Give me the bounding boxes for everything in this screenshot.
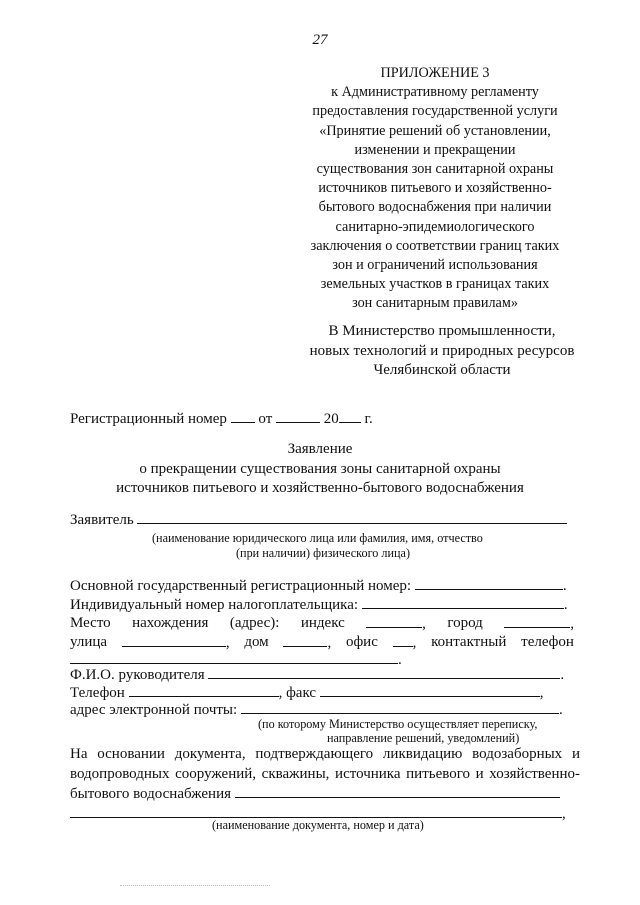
location-word: нахождения xyxy=(132,615,209,631)
phone-word: телефон xyxy=(521,634,574,650)
page-number: 27 xyxy=(312,32,328,48)
location-word: (адрес): xyxy=(229,615,280,631)
applicant-line xyxy=(70,511,574,529)
appendix-line: заключения о соответствии границ таких xyxy=(310,237,560,254)
registration-from: от xyxy=(258,411,273,427)
street-field[interactable] xyxy=(122,634,226,647)
inn-field[interactable] xyxy=(362,596,564,609)
email-label: адрес электронной почты: xyxy=(70,702,238,718)
office-field[interactable] xyxy=(393,634,413,647)
title-line: Заявление xyxy=(287,441,353,457)
phone-field[interactable] xyxy=(129,684,279,697)
city-field[interactable] xyxy=(504,615,570,628)
appendix-line: к Административному регламенту xyxy=(331,84,539,101)
registration-year-suffix: г. xyxy=(364,411,373,427)
registration-year-prefix: 20 xyxy=(323,411,339,427)
appendix-line: изменении и прекращении xyxy=(354,141,516,158)
fax-field[interactable] xyxy=(320,684,540,697)
house-field[interactable] xyxy=(283,634,327,647)
registration-year-field[interactable] xyxy=(339,410,361,423)
document-title xyxy=(0,440,640,499)
addressee-line: В Министерство промышленности, xyxy=(328,323,556,339)
addressee xyxy=(292,322,592,381)
postal-code-label: индекс xyxy=(300,615,345,631)
title-line: о прекращении существования зоны санитарной охраны xyxy=(139,460,501,477)
email-field[interactable] xyxy=(241,701,559,714)
basis-line: , xyxy=(70,804,580,824)
ogrn-line: Основной государственный регистрационный номер: . xyxy=(70,578,567,594)
appendix-line: санитарно-эпидемиологического xyxy=(335,218,535,235)
office-label: офис xyxy=(345,634,378,650)
location-line: Место нахождения (адрес): индекс , город , xyxy=(70,615,574,632)
applicant-hint: (при наличии) физического лица) xyxy=(236,546,410,560)
basis-text: бытового водоснабжения xyxy=(70,786,232,802)
ogrn-label: Основной государственный регистрационный номер: xyxy=(70,578,412,594)
applicant-label: Заявитель xyxy=(70,512,134,528)
title-line: источников питьевого и хозяйственно-бытового водоснабжения xyxy=(116,480,524,496)
street-label: улица xyxy=(70,634,108,650)
registration-line xyxy=(70,410,373,428)
registration-label: Регистрационный номер xyxy=(70,411,227,427)
email-hint: (по которому Министерство осуществляет переписку, xyxy=(258,717,538,731)
inn-label: Индивидуальный номер налогоплательщика: xyxy=(70,597,359,613)
basis-line xyxy=(70,784,580,804)
location-word: Место xyxy=(70,615,111,631)
appendix-line: ПРИЛОЖЕНИЕ 3 xyxy=(380,65,490,81)
appendix-header xyxy=(290,64,580,314)
director-field[interactable] xyxy=(208,666,560,679)
scan-artifact xyxy=(120,884,270,886)
phone-fax-line: Телефон , факс , xyxy=(70,685,544,701)
basis-hint: (наименование документа, номер и дата) xyxy=(212,818,424,832)
registration-date-field[interactable] xyxy=(276,410,320,423)
contact-phone-field[interactable] xyxy=(70,651,398,664)
appendix-line: зон санитарным правилам» xyxy=(352,295,518,312)
inn-line: Индивидуальный номер налогоплательщика: . xyxy=(70,597,568,613)
director-line: Ф.И.О. руководителя . xyxy=(70,667,565,683)
appendix-line: источников питьевого и хозяйственно- xyxy=(318,180,552,197)
registration-number-field[interactable] xyxy=(231,410,255,423)
appendix-line: предоставления государственной услуги xyxy=(312,103,558,120)
appendix-line: существования зон санитарной охраны xyxy=(316,161,554,178)
basis-paragraph xyxy=(70,744,580,824)
appendix-line: бытового водоснабжения при наличии xyxy=(318,199,552,216)
director-label: Ф.И.О. руководителя xyxy=(70,667,205,683)
applicant-field[interactable] xyxy=(137,511,567,524)
contact-phone-line: . xyxy=(70,651,574,669)
email-line: адрес электронной почты: . xyxy=(70,702,563,718)
city-label: город xyxy=(447,615,483,631)
house-label: дом xyxy=(244,634,269,650)
basis-line: водопроводных сооружений, скважины, источника питьевого и хозяйственно- xyxy=(70,766,580,782)
contact-label: контактный xyxy=(431,634,507,650)
addressee-line: Челябинской области xyxy=(373,362,511,378)
appendix-line: зон и ограничений использования xyxy=(332,257,538,274)
appendix-line: «Принятие решений об установлении, xyxy=(319,122,551,139)
applicant-hint: (наименование юридического лица или фамилия, имя, отчество xyxy=(152,531,483,545)
postal-code-field[interactable] xyxy=(366,615,422,628)
basis-line: На основании документа, подтверждающего ликвидацию водозаборных и xyxy=(70,746,580,762)
addressee-line: новых технологий и природных ресурсов xyxy=(309,342,575,359)
basis-document-field[interactable] xyxy=(235,785,560,798)
basis-document-field-continued[interactable] xyxy=(70,805,562,818)
appendix-line: земельных участков в границах таких xyxy=(320,276,550,293)
phone-label: Телефон xyxy=(70,685,125,701)
ogrn-field[interactable] xyxy=(415,577,563,590)
address-line: улица , дом , офис , контактный телефон xyxy=(70,634,574,651)
email-hint: направление решений, уведомлений) xyxy=(327,731,520,745)
fax-label: факс xyxy=(286,685,317,701)
